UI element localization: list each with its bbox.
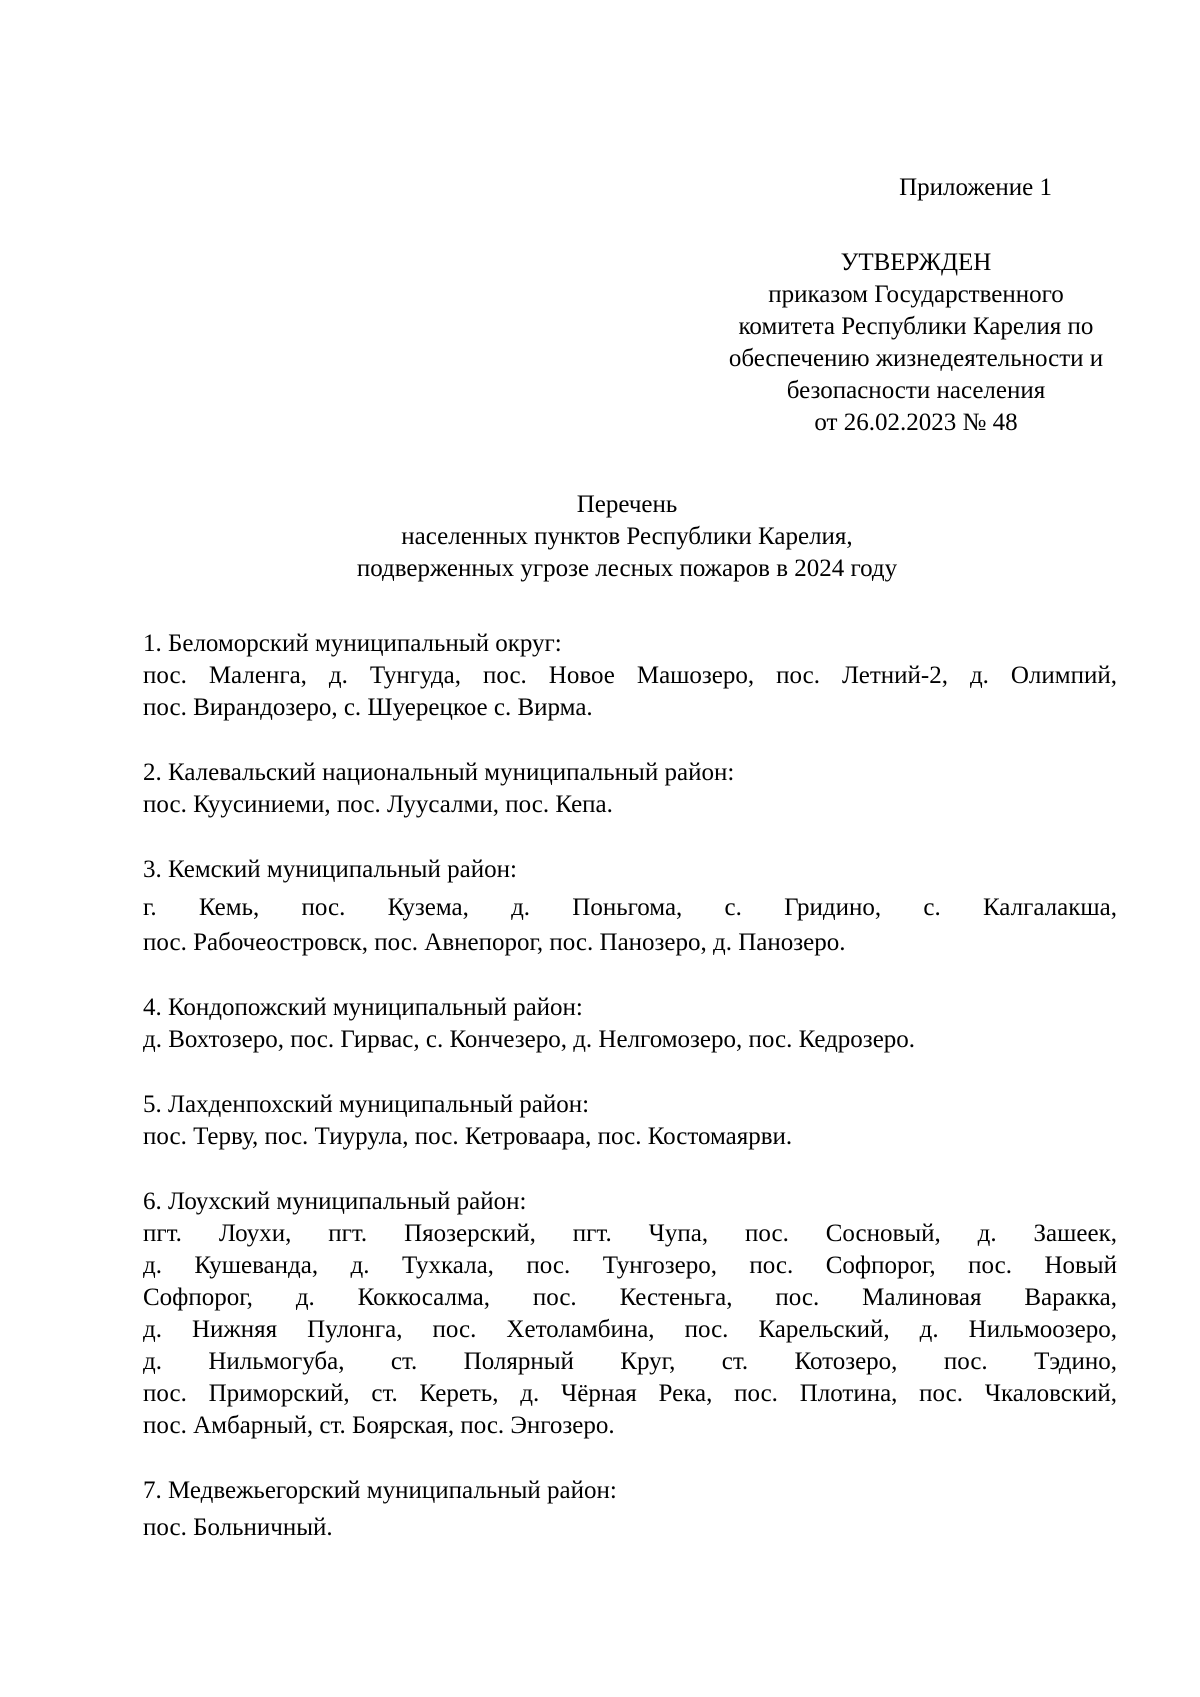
district-heading: 2. Калевальский национальный муниципальный район: (143, 759, 735, 786)
settlements-line: пос. Рабочеостровск, пос. Авнепорог, пос. Панозеро, д. Панозеро. (143, 929, 846, 956)
district-heading: 1. Беломорский муниципальный округ: (143, 630, 562, 657)
settlements-line: д. Нижняя Пулонга, пос. Хетоламбина, пос. Карельский, д. Нильмоозеро, (143, 1316, 1117, 1343)
approval-line: обеспечению жизнедеятельности и (728, 345, 1104, 372)
approval-line: комитета Республики Карелия по (738, 313, 1094, 340)
settlements-line: пос. Маленга, д. Тунгуда, пос. Новое Машозеро, пос. Летний-2, д. Олимпий, (143, 662, 1117, 689)
settlements-line: г. Кемь, пос. Кузема, д. Поньгома, с. Гридино, с. Калгалакша, (143, 894, 1117, 921)
approval-line: УТВЕРЖДЕН (840, 249, 992, 276)
title-line: подверженных угрозе лесных пожаров в 2024 году (356, 555, 898, 582)
settlements-line: пос. Куусиниеми, пос. Луусалми, пос. Кепа. (143, 791, 613, 818)
district-heading: 5. Лахденпохский муниципальный район: (143, 1091, 590, 1118)
settlements-line: д. Нильмогуба, ст. Полярный Круг, ст. Котозеро, пос. Тэдино, (143, 1348, 1117, 1375)
annex-label: Приложение 1 (899, 174, 1052, 201)
document-title (0, 489, 1200, 585)
district-heading: 6. Лоухский муниципальный район: (143, 1188, 527, 1215)
district-section (143, 854, 1117, 959)
district-heading: 3. Кемский муниципальный район: (143, 856, 517, 883)
district-list (143, 628, 1117, 1577)
settlements-line: пос. Вирандозеро, с. Шуерецкое с. Вирма. (143, 694, 593, 721)
settlements-line: Софпорог, д. Коккосалма, пос. Кестеньга, пос. Малиновая Варакка, (143, 1284, 1117, 1311)
district-section (143, 628, 1117, 724)
settlements-line: пос. Терву, пос. Тиурула, пос. Кетроваара, пос. Костомаярви. (143, 1123, 793, 1150)
settlements-line: д. Вохтозеро, пос. Гирвас, с. Кончезеро, д. Нелгомозеро, пос. Кедрозеро. (143, 1026, 916, 1053)
settlements-line: пос. Амбарный, ст. Боярская, пос. Энгозеро. (143, 1412, 615, 1439)
title-line: населенных пунктов Республики Карелия, (401, 523, 853, 550)
title-line: Перечень (576, 491, 678, 518)
district-section (143, 1475, 1117, 1544)
settlements-line: пос. Больничный. (143, 1514, 333, 1541)
settlements-line: д. Кушеванда, д. Тухкала, пос. Тунгозеро, пос. Софпорог, пос. Новый (143, 1252, 1117, 1279)
district-heading: 4. Кондопожский муниципальный район: (143, 994, 583, 1021)
settlements-line: пгт. Лоухи, пгт. Пяозерский, пгт. Чупа, пос. Сосновый, д. Зашеек, (143, 1220, 1117, 1247)
approval-line: безопасности населения (786, 377, 1046, 404)
district-section (143, 992, 1117, 1056)
approval-stamp (700, 247, 1132, 439)
approval-line: приказом Государственного (768, 281, 1064, 308)
district-section (143, 1186, 1117, 1442)
district-section (143, 1089, 1117, 1153)
settlements-line: пос. Приморский, ст. Кереть, д. Чёрная Река, пос. Плотина, пос. Чкаловский, (143, 1380, 1117, 1407)
district-heading: 7. Медвежьегорский муниципальный район: (143, 1477, 617, 1504)
approval-line: от 26.02.2023 № 48 (814, 409, 1018, 436)
district-section (143, 757, 1117, 821)
